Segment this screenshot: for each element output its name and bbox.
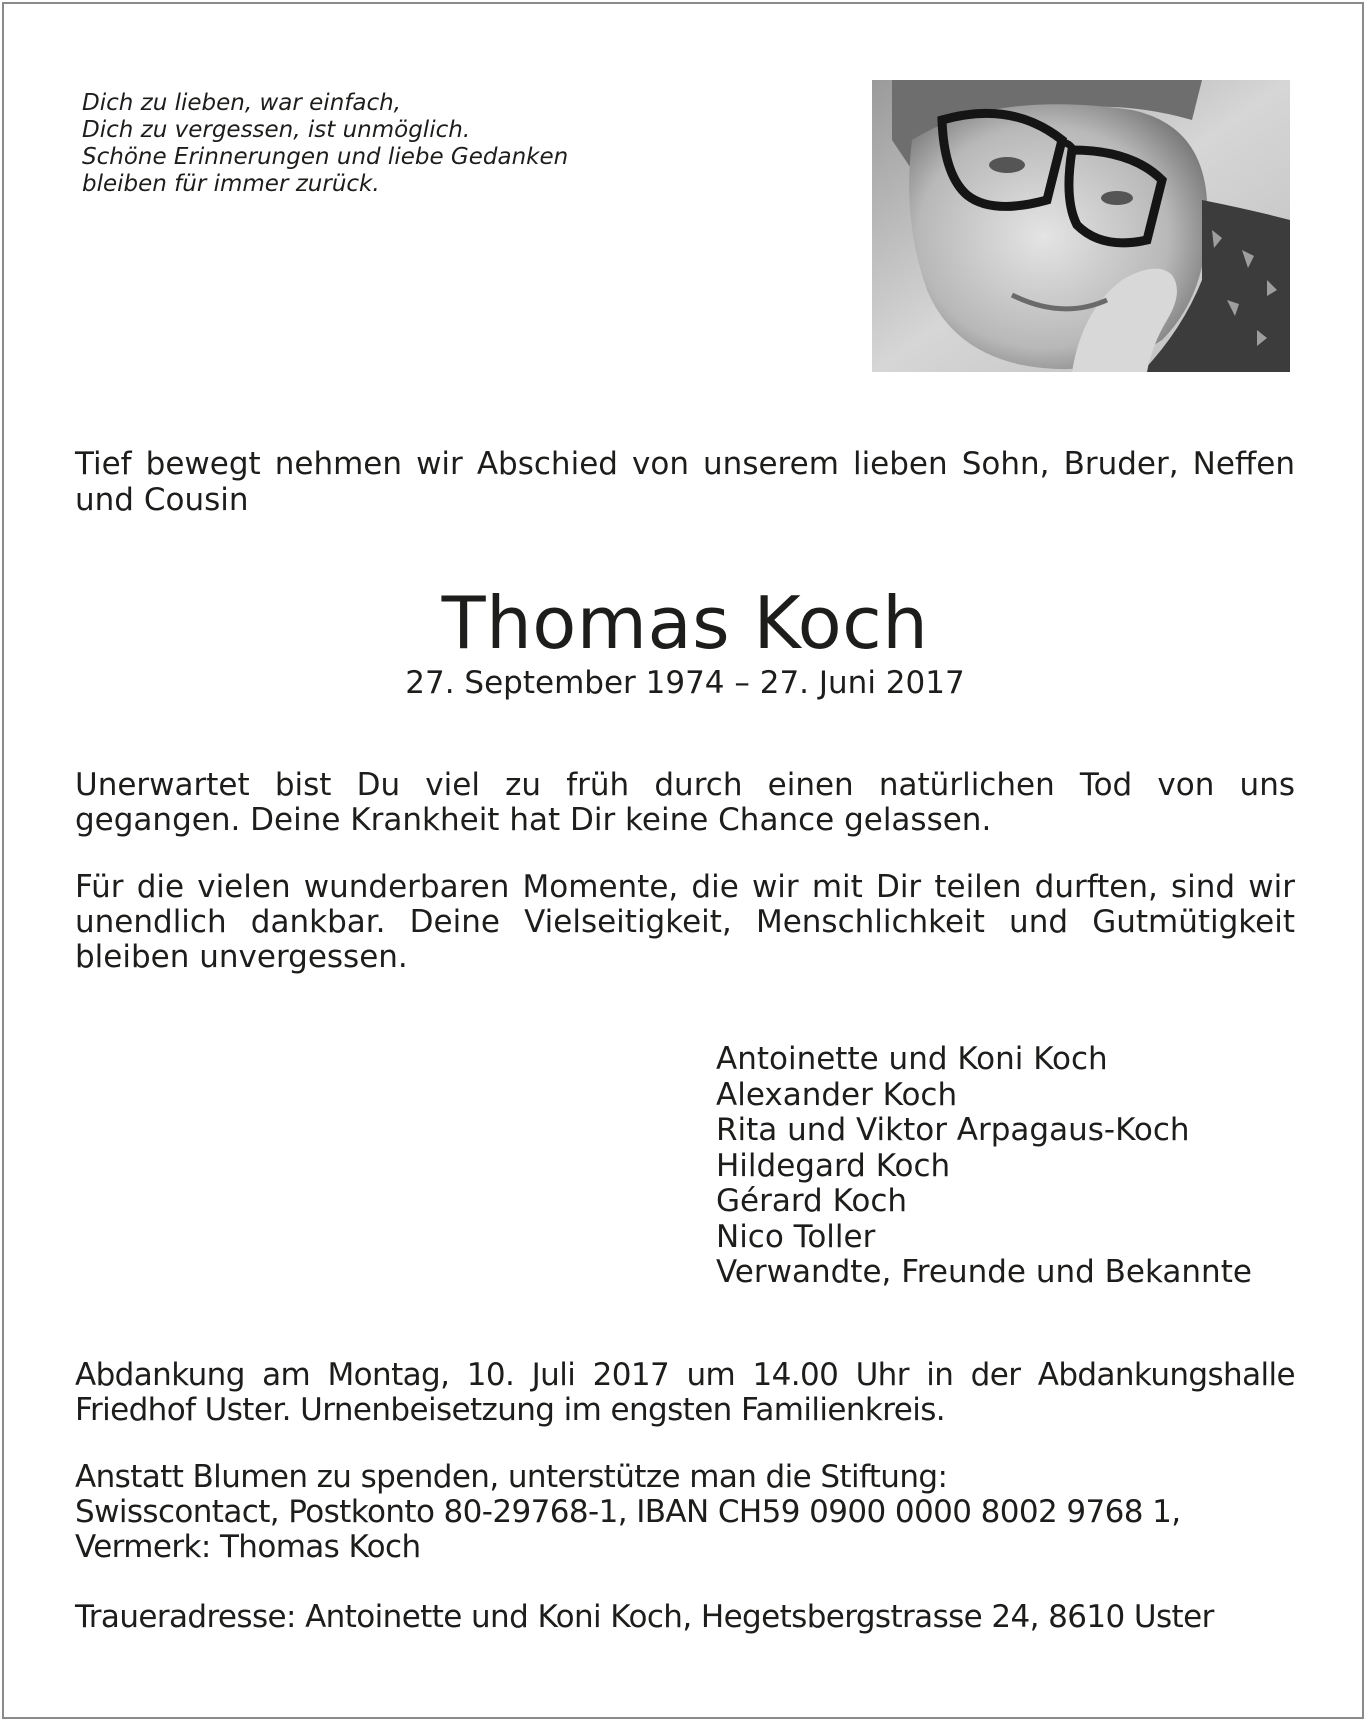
mourner-name: Hildegard Koch xyxy=(716,1147,951,1184)
mourner-name: Nico Toller xyxy=(716,1218,876,1255)
paragraph-tribute: Unerwartet bist Du viel zu früh durch einen natürlichen Tod von uns gegangen. Deine Krankheit hat Dir keine Chance gelassen. xyxy=(75,767,1295,838)
mourner-name: Gérard Koch xyxy=(716,1183,908,1219)
donation-line: Anstatt Blumen zu spenden, unterstütze man die Stiftung: xyxy=(75,1459,948,1495)
quote-line: Dich zu lieben, war einfach, xyxy=(82,90,401,116)
memorial-quote xyxy=(82,90,722,198)
mourner-name: Rita und Viktor Arpagaus-Koch xyxy=(716,1112,1190,1148)
quote-line: Schöne Erinnerungen und liebe Gedanken xyxy=(82,144,569,170)
deceased-name: Thomas Koch xyxy=(441,581,929,665)
portrait-photo xyxy=(872,80,1290,372)
quote-line: bleiben für immer zurück. xyxy=(82,171,380,197)
portrait-image xyxy=(872,80,1290,372)
mourner-name: Antoinette und Koni Koch xyxy=(716,1041,1108,1077)
donation-line: Swisscontact, Postkonto 80-29768-1, IBAN CH59 0900 0000 8002 9768 1, xyxy=(75,1494,1181,1530)
ceremony-info: Abdankung am Montag, 10. Juli 2017 um 14.00 Uhr in der Abdankungshalle Friedhof Uster. Urnenbeisetzung im engsten Familienkreis. xyxy=(75,1357,1295,1428)
mourner-name: Alexander Koch xyxy=(716,1076,958,1113)
mourners-list xyxy=(716,1042,1316,1291)
donation-info xyxy=(75,1460,1295,1565)
paragraph-gratitude: Für die vielen wunderbaren Momente, die wir mit Dir teilen durften, sind wir unendlich dankbar. Deine Vielseitigkeit, Menschlichkeit und Gutmütigkeit bleiben unvergessen. xyxy=(75,869,1295,975)
quote-line: Dich zu vergessen, ist unmöglich. xyxy=(82,117,471,143)
donation-line: Vermerk: Thomas Koch xyxy=(75,1529,421,1565)
intro-text: Tief bewegt nehmen wir Abschied von unserem lieben Sohn, Bruder, Neffen und Cousin xyxy=(75,446,1295,518)
mourner-name: Verwandte, Freunde und Bekannte xyxy=(716,1254,1252,1290)
life-dates: 27. September 1974 – 27. Juni 2017 xyxy=(405,665,965,701)
mourning-address: Traueradresse: Antoinette und Koni Koch, Hegetsbergstrasse 24, 8610 Uster xyxy=(75,1599,1214,1635)
